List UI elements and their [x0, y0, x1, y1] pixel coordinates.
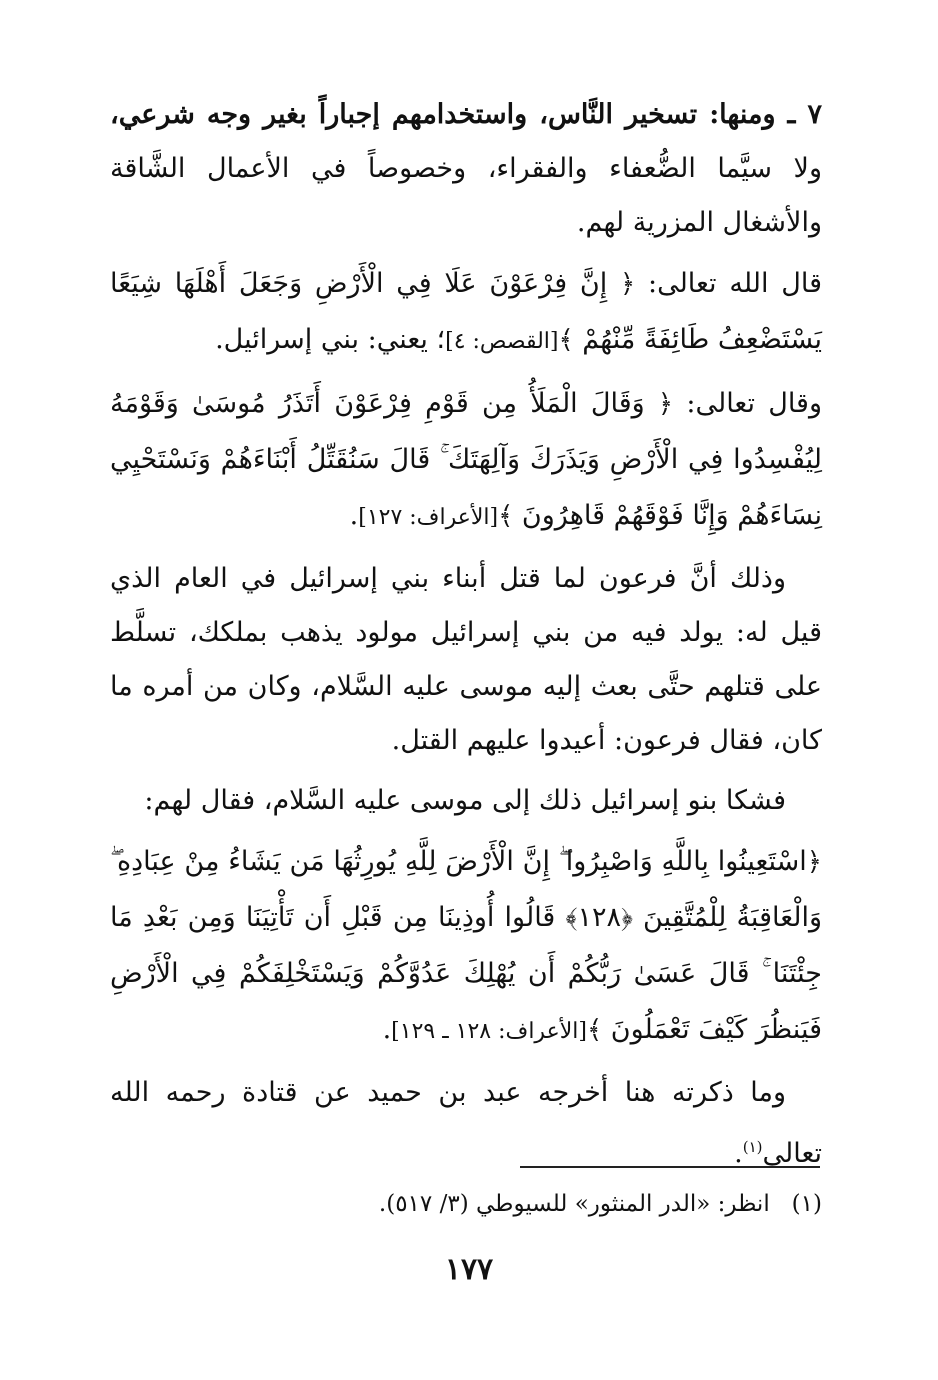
- footnote: [110, 1184, 822, 1224]
- page-number: ١٧٧: [444, 1252, 494, 1287]
- paragraph-quran-araf-128-129: [110, 834, 822, 1060]
- paragraph-quran-araf-127: [110, 376, 822, 546]
- verse-reference: [القصص: ٤]: [445, 329, 559, 354]
- paragraph-tail: ؛ يعني: بني إسرائيل.: [215, 324, 446, 355]
- paragraph-source: [110, 1066, 822, 1181]
- paragraph-tail: .: [382, 1014, 392, 1045]
- paragraph-intro: قال الله تعالى:: [635, 268, 822, 299]
- paragraph-text: وما ذكرته هنا أخرجه عبد بن حميد عن قتادة رحمه الله تعالى: [110, 1077, 822, 1169]
- ornate-bracket-open: ﴿: [806, 847, 822, 877]
- footnote-text: انظر: «الدر المنثور» للسيوطي (٣/ ٥١٧).: [378, 1191, 770, 1217]
- paragraph-7-tasks: [110, 88, 822, 250]
- footnote-number: (١): [791, 1191, 822, 1217]
- quran-verse: اسْتَعِينُوا بِاللَّهِ وَاصْبِرُوا ۖ إِنَّ الْأَرْضَ لِلَّهِ يُورِثُهَا مَن يَشَاءُ مِنْ عِبَادِهِ ۖ وَالْعَاقِبَةُ لِلْمُتَّقِينَ ﴿١٢٨﴾ قَالُوا أُوذِينَا مِن قَبْلِ أَن تَأْتِيَنَا وَمِن بَعْدِ مَا جِئْتَنَا ۚ قَالَ عَسَىٰ رَبُّكُمْ أَن يُهْلِكَ عَدُوَّكُمْ وَيَسْتَخْلِفَكُمْ فِي الْأَرْضِ فَيَنظُرَ كَيْفَ تَعْمَلُونَ: [110, 846, 822, 1045]
- verse-reference: [الأعراف: ١٢٨ ـ ١٢٩]: [391, 1019, 587, 1044]
- ornate-bracket-close: ﴾: [558, 325, 574, 355]
- footnote-divider: [520, 1166, 820, 1168]
- paragraph-text: ولا سيَّما الضُّعفاء والفقراء، وخصوصاً في الأعمال الشَّاقة والأشغال المزرية لهم.: [110, 153, 822, 238]
- paragraph-tail: .: [734, 1138, 743, 1169]
- quran-verse: وَقَالَ الْمَلَأُ مِن قَوْمِ فِرْعَوْنَ أَتَذَرُ مُوسَىٰ وَقَوْمَهُ لِيُفْسِدُوا فِي الْأَرْضِ وَيَذَرَكَ وَآلِهَتَكَ ۚ قَالَ سَنُقَتِّلُ أَبْنَاءَهُمْ وَنَسْتَحْيِي نِسَاءَهُمْ وَإِنَّا فَوْقَهُمْ قَاهِرُونَ: [110, 388, 822, 531]
- quran-verse: إِنَّ فِرْعَوْنَ عَلَا فِي الْأَرْضِ وَجَعَلَ أَهْلَهَا شِيَعًا يَسْتَضْعِفُ طَائِفَةً مِّنْهُمْ: [110, 268, 822, 355]
- paragraph-heading: ٧ ـ ومنها: تسخير النَّاس، واستخدامهم إجباراً بغير وجه شرعي،: [110, 99, 822, 130]
- verse-reference: [الأعراف: ١٢٧]: [358, 505, 499, 530]
- paragraph-complaint: فشكا بنو إسرائيل ذلك إلى موسى عليه السَّلام، فقال لهم:: [144, 785, 786, 816]
- page-body: [110, 88, 822, 1187]
- ornate-bracket-open: ﴿: [657, 389, 674, 419]
- footnote-marker[interactable]: (١): [742, 1138, 763, 1156]
- paragraph-intro: وقال تعالى:: [673, 388, 822, 419]
- paragraph-tail: .: [349, 500, 359, 531]
- paragraph-pharaoh-story: وذلك أنَّ فرعون لما قتل أبناء بني إسرائيل في العام الذي قيل له: يولد فيه من بني إسرائيل مولود يذهب بملكك، تسلَّط على قتلهم حتَّى بعث إليه موسى عليه السَّلام، وكان من أمره ما كان، فقال فرعون: أعيدوا عليهم القتل.: [110, 563, 822, 756]
- paragraph-quran-qasas: [110, 256, 822, 370]
- ornate-bracket-close: ﴾: [498, 501, 514, 531]
- ornate-bracket-close: ﴾: [586, 1015, 603, 1045]
- ornate-bracket-open: ﴿: [619, 269, 636, 299]
